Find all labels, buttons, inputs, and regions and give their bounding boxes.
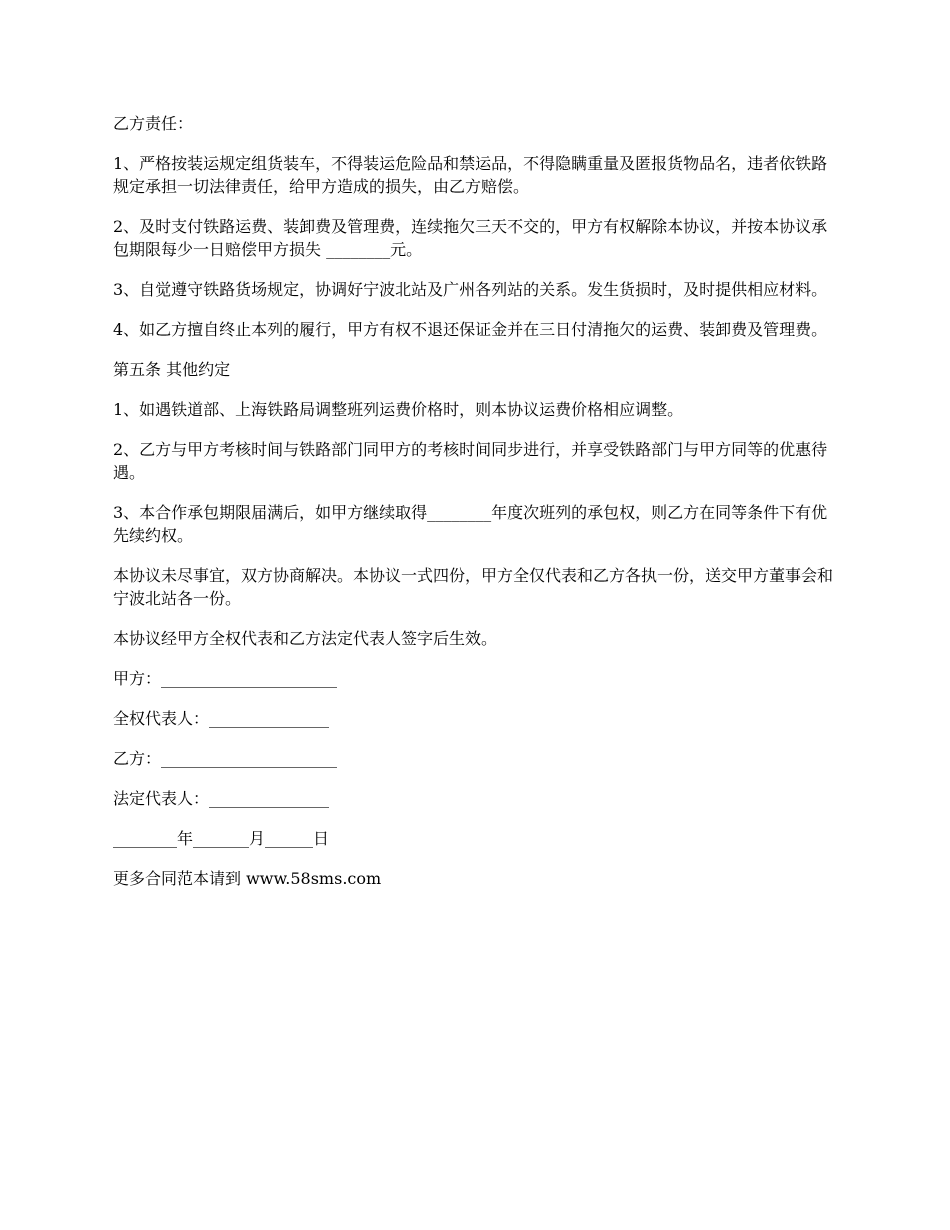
clause-5-3: 3、本合作承包期限届满后，如甲方继续取得________年度次班列的承包权，则乙方在同等条件下有优先续约权。 [113, 503, 828, 545]
clause-b3: 3、自觉遵守铁路货场规定，协调好宁波北站及广州各列站的关系。发生货损时，及时提供相应材料。 [113, 280, 828, 299]
clause-b4: 4、如乙方擅自终止本列的履行，甲方有权不退还保证金并在三日付清拖欠的运费、装卸费及管理费。 [113, 320, 828, 339]
article-5-heading: 第五条 其他约定 [113, 360, 231, 379]
clause-5-1: 1、如遇铁道部、上海铁路局调整班列运费价格时，则本协议运费价格相应调整。 [113, 400, 684, 419]
clause-5-2: 2、乙方与甲方考核时间与铁路部门同甲方的考核时间同步进行，并享受铁路部门与甲方同等的优惠待遇。 [113, 440, 828, 482]
signature-authorized-rep: 全权代表人：_______________ [113, 709, 330, 728]
unresolved-matters-clause: 本协议未尽事宜，双方协商解决。本协议一式四份，甲方全仅代表和乙方各执一份，送交甲方董事会和宁波北站各一份。 [113, 566, 834, 608]
signature-party-b: 乙方：______________________ [113, 749, 338, 768]
effectiveness-clause: 本协议经甲方全权代表和乙方法定代表人签字后生效。 [113, 629, 498, 648]
footer-more-templates: 更多合同范本请到 www.58sms.com [113, 869, 382, 888]
signature-date: ________年_______月______日 [113, 829, 330, 848]
contract-text [113, 112, 843, 907]
section-heading-party-b-duties: 乙方责任： [113, 114, 194, 133]
clause-b2: 2、及时支付铁路运费、装卸费及管理费，连续拖欠三天不交的，甲方有权解除本协议，并按本协议承包期限每少一日赔偿甲方损失 ________元。 [113, 217, 828, 259]
signature-legal-rep: 法定代表人：_______________ [113, 789, 330, 808]
signature-party-a: 甲方：______________________ [113, 669, 338, 688]
clause-b1: 1、严格按装运规定组货装车，不得装运危险品和禁运品，不得隐瞒重量及匿报货物品名，违者依铁路规定承担一切法律责任，给甲方造成的损失，由乙方赔偿。 [113, 154, 828, 196]
